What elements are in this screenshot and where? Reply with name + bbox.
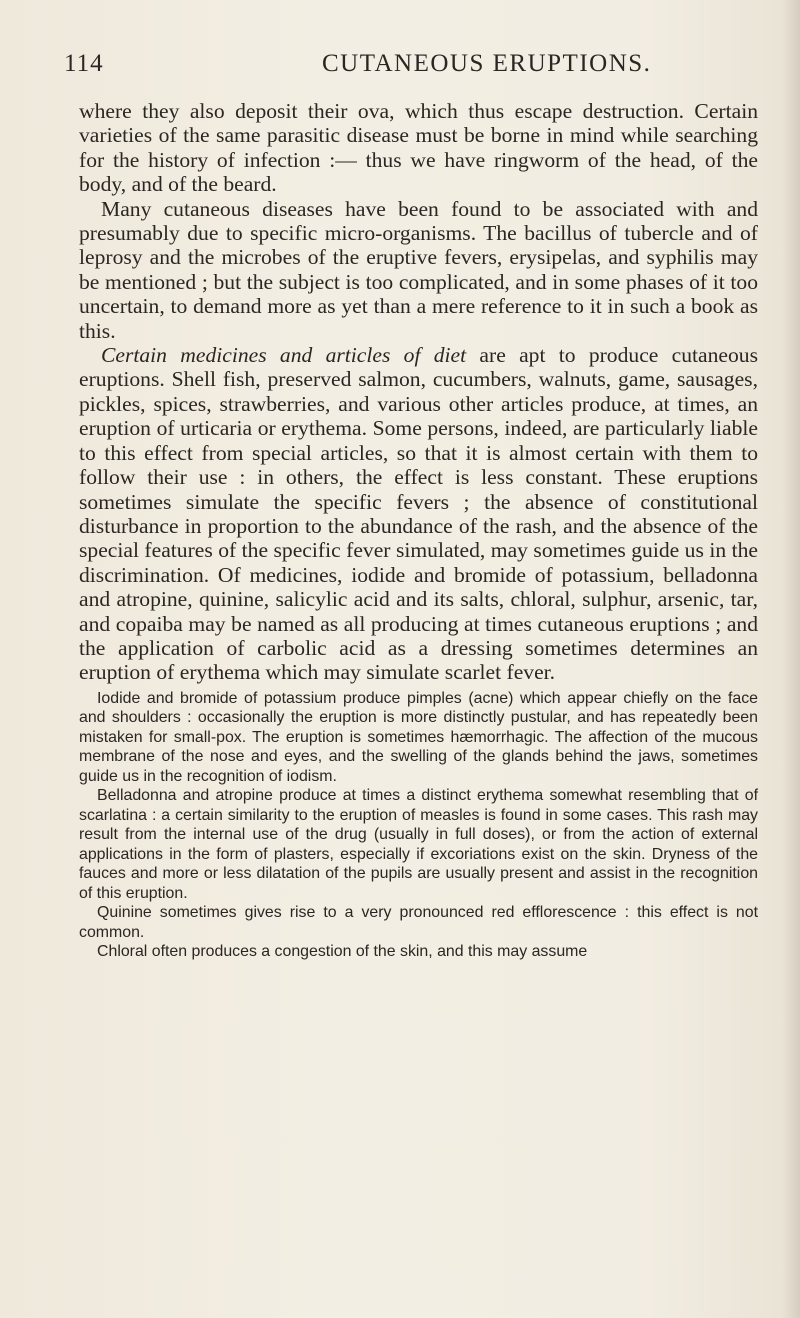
page-header bbox=[64, 50, 758, 90]
note-quinine: Quinine sometimes gives rise to a very pronounced red efflorescence : this effect is not common. bbox=[79, 904, 758, 941]
paragraph-medicines-diet-body: are apt to produce cutaneous eruptions. Shell fish, preserved salmon, cucumbers, walnuts, game, sausages, pickles, spices, strawberries, and various other articles produce, at times, an eruption of urticaria or erythema. Some persons, indeed, are particularly liable to this effect from special articles, so that it is almost certain with them to follow their use : in others, the effect is less constant. These eruptions sometimes simulate the specific fevers ; the absence of constitutional disturbance in proportion to the abundance of the rash, and the absence of the special features of the specific fever simulated, may sometimes guide us in the discrimination. Of medicines, iodide and bromide of potassium, belladonna and atropine, quinine, salicylic acid and its salts, chloral, sulphur, arsenic, tar, and copaiba may be named as all producing at times cutaneous eruptions ; and the application of carbolic acid as a dressing sometimes determines an eruption of erythema which may simulate scarlet fever. bbox=[79, 343, 758, 685]
page-number: 114 bbox=[64, 50, 104, 77]
note-belladonna: Belladonna and atropine produce at times a distinct erythema somewhat resembling that of scarlatina : a certain similarity to the eruption of measles is found in some cases. This rash may result from the internal use of the drug (usually in full doses), or from the action of external applications in the form of plasters, especially if excoriations exist on the skin. Dryness of the fauces and more or less dilatation of the pupils are usually present and assist in the recognition of this eruption. bbox=[79, 787, 758, 902]
small-print-notes bbox=[79, 689, 758, 962]
running-title: CUTANEOUS ERUPTIONS. bbox=[322, 50, 652, 77]
note-iodide-bromide: Iodide and bromide of potassium produce pimples (acne) which appear chiefly on the face and shoulders : occasionally the eruption is more distinctly pustular, and has repeatedly been mistaken for small-pox. The eruption is sometimes hæmorrhagic. The affection of the mucous membrane of the nose and eyes, and the swelling of the glands behind the jaws, sometimes guide us in the recognition of iodism. bbox=[79, 689, 758, 785]
paragraph-medicines-diet bbox=[79, 343, 758, 685]
paragraph-micro-organisms: Many cutaneous diseases have been found to be associated with and presumably due to specific micro-organisms. The bacillus of tubercle and of leprosy and the microbes of the eruptive fevers, erysipelas, and syphilis may be mentioned ; but the subject is too complicated, and in some phases of it too uncertain, to demand more as yet than a mere reference to it in such a book as this. bbox=[79, 196, 758, 343]
main-text bbox=[79, 99, 758, 962]
note-chloral: Chloral often produces a congestion of the skin, and this may assume bbox=[97, 943, 588, 961]
italic-lead-phrase: Certain medicines and articles of diet bbox=[101, 343, 467, 368]
paragraph-continuation: where they also deposit their ova, which thus escape destruction. Certain varieties of the same parasitic disease must be borne in mind while searching for the history of infection :— thus we have ringworm of the head, of the body, and of the beard. bbox=[79, 99, 758, 197]
page-edge-shadow bbox=[782, 0, 800, 1318]
